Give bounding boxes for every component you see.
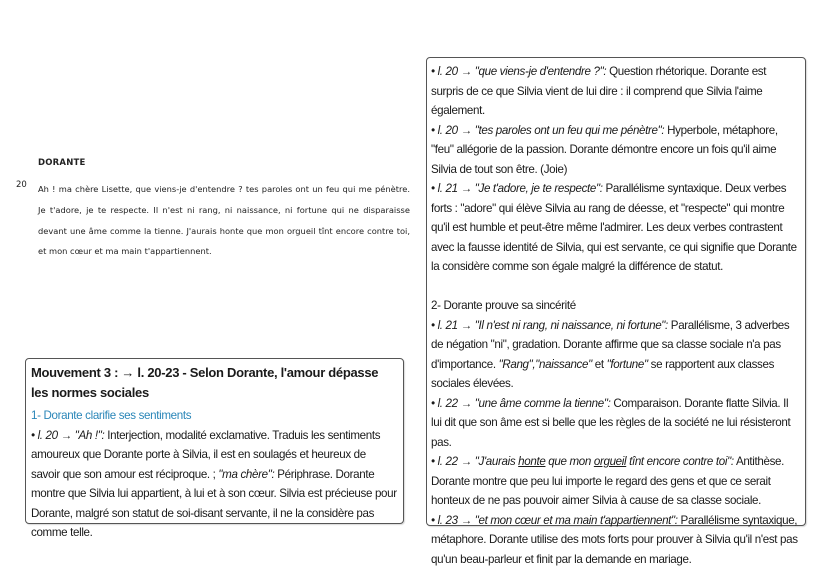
line-ref: • l. 22 →: [431, 455, 475, 468]
movement-3-box: [25, 358, 404, 539]
line-ref: • l. 21 →: [431, 318, 475, 332]
quote: tînt encore contre toi":: [626, 455, 734, 468]
analysis-item: [431, 452, 799, 511]
quote: "une âme comme la tienne":: [474, 396, 611, 410]
quote: "fortune": [606, 357, 648, 371]
quote: "Je t'adore, je te respecte":: [474, 182, 603, 195]
quote: "Ah !":: [74, 428, 105, 442]
line-ref: • l. 21 →: [431, 182, 475, 195]
analysis-item: [431, 511, 799, 570]
line-ref: • l. 22 →: [431, 396, 475, 410]
underlined-word: orgueil: [593, 455, 627, 468]
speaker-name: DORANTE: [38, 158, 86, 168]
analysis-item: [431, 121, 799, 180]
spacer: [431, 277, 799, 297]
line-ref: • l. 20 →: [431, 65, 475, 78]
movement-title: Mouvement 3 : → l. 20-23 - Selon Dorante, l'amour dépasse les normes sociales: [31, 365, 379, 400]
quote: "tes paroles ont un feu qui me pénètre":: [474, 123, 665, 137]
analysis-text: Parallélisme, 3 adverbes de négation "ni", gradation. Dorante affirme que sa classe sociale n'a pas d'importance.: [431, 318, 790, 371]
analysis-text: Hyperbole, métaphore, "feu" allégorie de la passion. Dorante démontre encore un fois qu'il aime Silvia de tout son être. (Joie): [431, 123, 778, 176]
analysis-item: [31, 426, 397, 543]
analysis-text: Parallélisme syntaxique, métaphore. Dorante utilise des mots forts pour prouver à Silvia qu'il n'est pas qu'un beau-parleur et finit par la demande en mariage.: [431, 513, 798, 566]
analysis-text: Périphrase. Dorante montre que Silvia lui appartient, à lui et à son cœur. Silvia est précieuse pour Dorante, malgré son statut de soi-disant servante, il ne la considère pas comme telle.: [31, 467, 397, 539]
analysis-text: Comparaison. Dorante flatte Silvia. Il lui dit que son âme est si belle que les règles de la société ne lui résisteront pas.: [431, 396, 791, 449]
underlined-word: honte: [518, 455, 546, 468]
line-number: 20: [16, 180, 27, 190]
analysis-item: [431, 316, 799, 394]
quote: "Rang",: [498, 357, 536, 371]
quote: "ma chère":: [218, 467, 275, 481]
line-ref: • l. 20 →: [31, 428, 75, 442]
analysis-text: Question rhétorique. Dorante est surpris de ce que Silvia vient de lui dire : il comprend que Silvia l'aime également.: [431, 65, 767, 117]
analysis-item: [431, 394, 799, 453]
analysis-item: [431, 62, 799, 121]
analysis-item: [431, 179, 799, 277]
quote: "Il n'est ni rang, ni naissance, ni fortune":: [474, 318, 668, 332]
quote: que mon: [545, 455, 594, 468]
analysis-text: et: [591, 357, 607, 371]
line-ref: • l. 20 →: [431, 123, 475, 137]
line-ref: • l. 23 →: [431, 513, 475, 527]
analysis-continuation-box: [426, 57, 806, 566]
analysis-text: Antithèse. Dorante montre que peu lui importe le regard des gens et que ce serait honteux de ne pas pouvoir aimer Silvia à cause de sa classe sociale.: [431, 455, 785, 507]
quote: "que viens-je d'entendre ?":: [474, 65, 607, 78]
quote: "naissance": [535, 357, 592, 371]
section-heading-1: 1- Dorante clarifie ses sentiments: [31, 409, 192, 422]
section-heading-2: 2- Dorante prouve sa sincérité: [431, 299, 576, 312]
analysis-text: se rapportent aux classes sociales élevées.: [431, 357, 775, 390]
quote: "et mon cœur et ma main t'appartiennent":: [474, 513, 678, 527]
analysis-text: Parallélisme syntaxique. Deux verbes forts : "adore" qui élève Silvia au rang de déesse, et "respecte" qui montre qu'il est humble et peut-être même l'admirer. Les deux verbes contrastent avec la fausse identité de Silvia, qui est servante, ce qui signifie que Dorante la considère comme son égale malgré la différence de statut.: [431, 182, 797, 273]
excerpt-text: Ah ! ma chère Lisette, que viens-je d'entendre ? tes paroles ont un feu qui me pénètre. Je t'adore, je te respecte. Il n'est ni rang, ni naissance, ni fortune qui ne disparaisse devant une âme comme la tienne. J'aurais honte que mon orgueil tînt encore contre toi, et mon cœur et ma main t'appartiennent.: [38, 184, 410, 257]
quote: "J'aurais: [474, 455, 519, 468]
analysis-text: Interjection, modalité exclamative. Traduis les sentiments amoureux que Dorante porte à Silvia, il est en soulagés et heureux de savoir que son amour est réciproque. ;: [31, 428, 381, 481]
